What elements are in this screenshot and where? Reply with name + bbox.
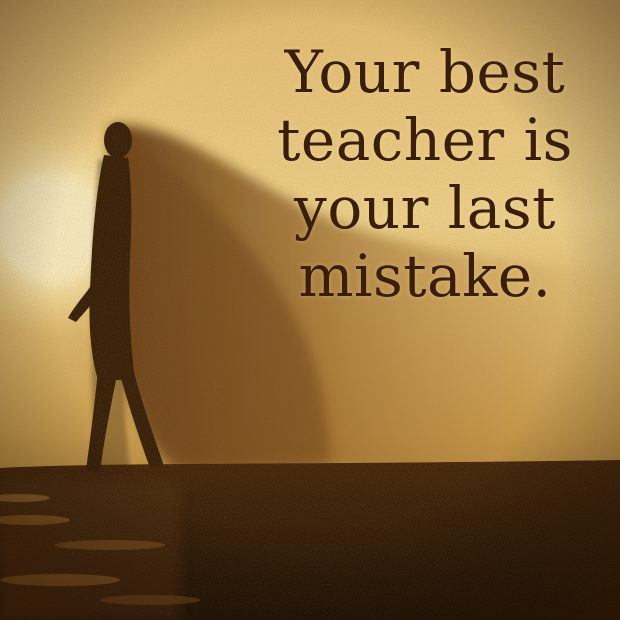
quote-line-2: teacher is	[277, 106, 573, 174]
quote-line-4: mistake.	[298, 242, 552, 310]
quote-line-1: Your best	[284, 38, 566, 106]
quote-text	[240, 38, 610, 310]
quote-line-3: your last	[294, 174, 556, 242]
